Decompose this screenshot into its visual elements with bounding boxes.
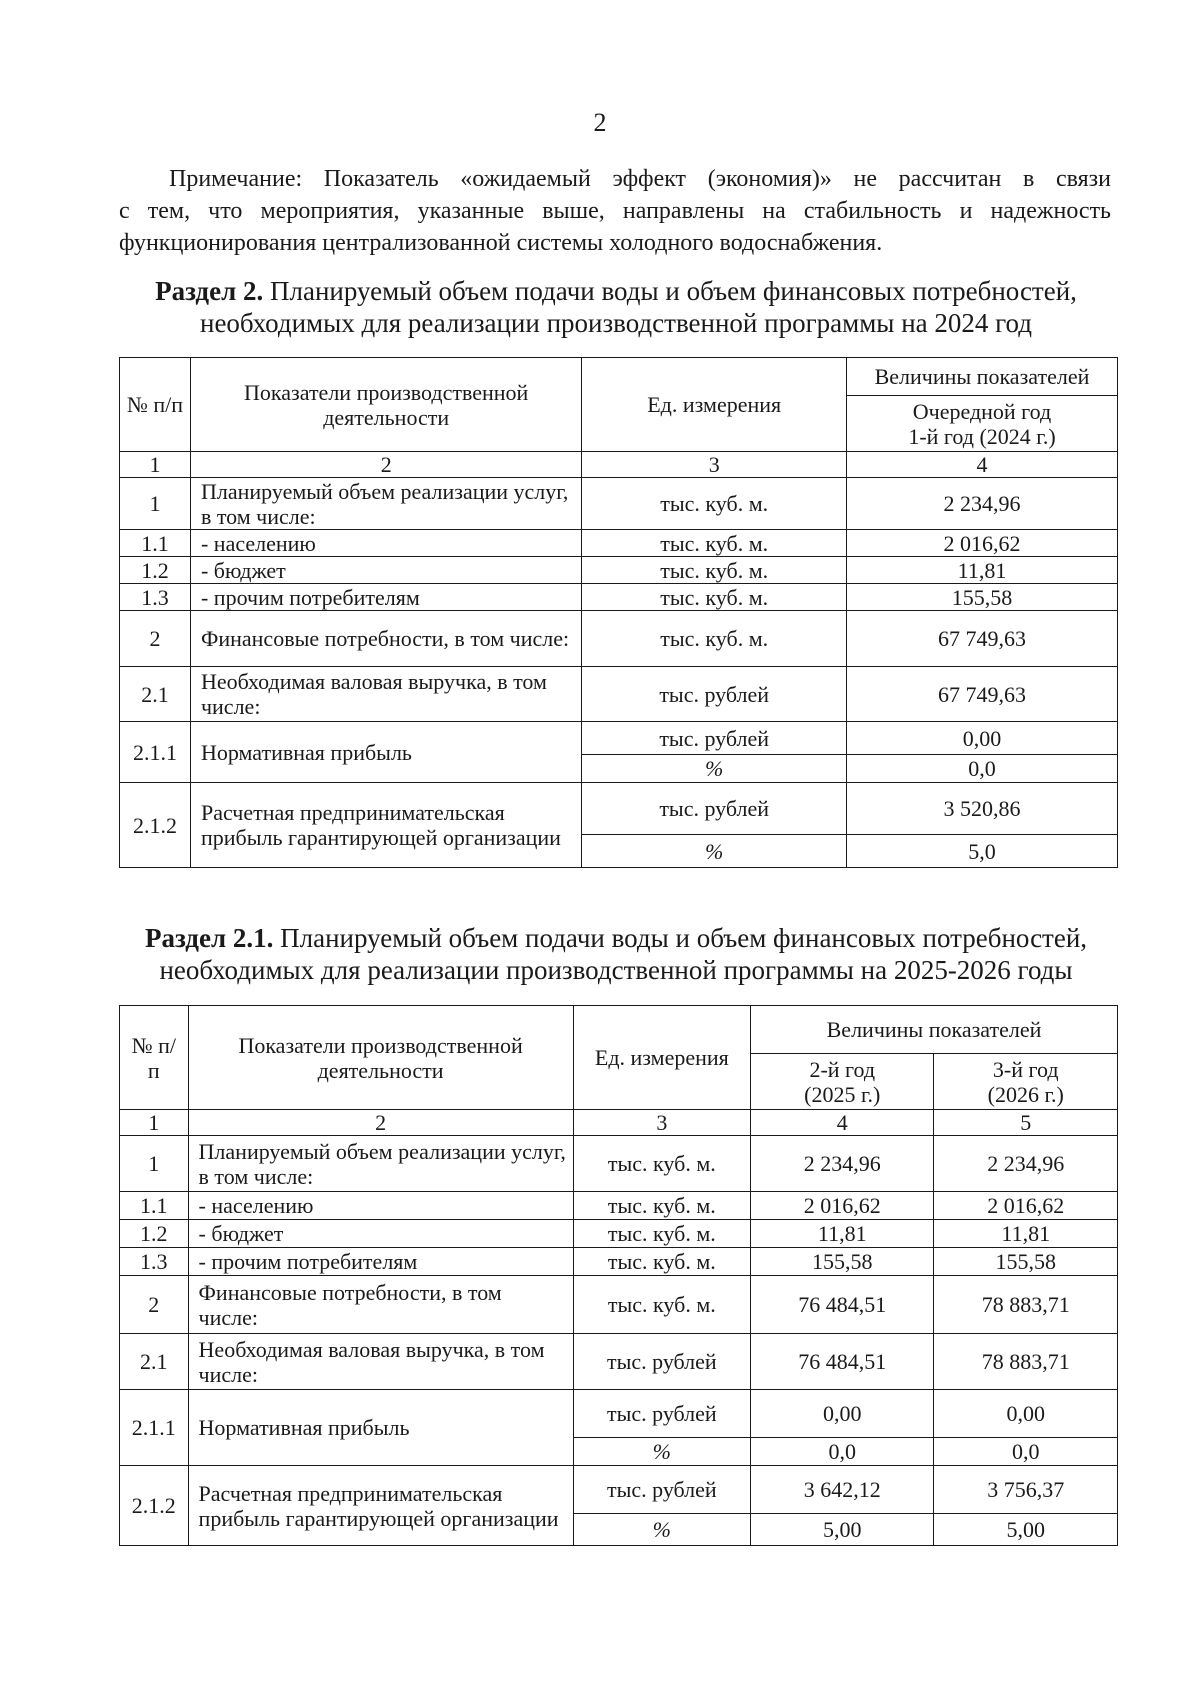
row-name: Необходимая валовая выручка, в том числе: [190, 667, 581, 722]
row-name: Необходимая валовая выручка, в том числе: [188, 1334, 573, 1390]
header-year-3-line-1: 3-й год [992, 1056, 1059, 1082]
row-num: 2 [120, 611, 191, 667]
note-line: Примечание: Показатель «ожидаемый эффект (экономия)» не рассчитан в связи [169, 166, 1111, 192]
col-number: 2 [190, 452, 581, 478]
row-value-2026: 0,00 [934, 1390, 1118, 1438]
row-value-2025: 76 484,51 [751, 1334, 934, 1390]
note-paragraph [119, 163, 1111, 259]
row-name: Планируемый объем реализации услуг, в том числе: [188, 1136, 573, 1192]
row-unit: тыс. куб. м. [573, 1276, 750, 1334]
row-unit: тыс. рублей [573, 1390, 750, 1438]
row-unit: тыс. куб. м. [582, 530, 847, 557]
section-2-table [119, 357, 1118, 868]
row-value-percent-2026: 0,0 [934, 1438, 1118, 1466]
col-number: 1 [120, 1110, 189, 1136]
table-row [120, 557, 1118, 584]
row-value-2026: 78 883,71 [934, 1334, 1118, 1390]
row-value-2025: 3 642,12 [751, 1466, 934, 1514]
row-unit: тыс. куб. м. [573, 1248, 750, 1276]
row-value-2025: 2 234,96 [751, 1136, 934, 1192]
row-num: 2.1.1 [120, 722, 191, 783]
row-unit: тыс. рублей [573, 1466, 750, 1514]
row-num: 1.2 [120, 1220, 189, 1248]
table-row [120, 1276, 1118, 1334]
row-unit-percent: % [582, 835, 847, 868]
row-num: 1.3 [120, 1248, 189, 1276]
row-num: 2 [120, 1276, 189, 1334]
col-number: 3 [573, 1110, 750, 1136]
table-row [120, 1220, 1118, 1248]
row-value-2025: 11,81 [751, 1220, 934, 1248]
row-value-2025: 76 484,51 [751, 1276, 934, 1334]
row-name: Нормативная прибыль [190, 722, 581, 783]
row-num: 1 [120, 478, 191, 530]
row-value-percent-2025: 5,00 [751, 1514, 934, 1546]
header-year-2-line-1: 2-й год [809, 1056, 876, 1082]
header-num: № п/п [120, 358, 191, 452]
col-number: 4 [751, 1110, 934, 1136]
page-number: 2 [593, 108, 607, 137]
header-year-2 [751, 1054, 934, 1110]
row-unit: тыс. куб. м. [573, 1192, 750, 1220]
table-row [120, 478, 1118, 530]
table-row [120, 611, 1118, 667]
row-name: Финансовые потребности, в том числе: [190, 611, 581, 667]
row-value: 11,81 [846, 557, 1117, 584]
row-value-2025: 0,00 [751, 1390, 934, 1438]
section-2-title-line-2: необходимых для реализации производственной программы на 2024 год [200, 308, 1032, 338]
section-2-title-text: Планируемый объем подачи воды и объем финансовых потребностей, [269, 276, 1077, 306]
row-unit: тыс. куб. м. [582, 584, 847, 611]
row-value: 2 016,62 [846, 530, 1117, 557]
row-name: - населению [190, 530, 581, 557]
row-num: 1.2 [120, 557, 191, 584]
row-unit: тыс. рублей [582, 667, 847, 722]
row-unit-percent: % [573, 1514, 750, 1546]
row-unit: тыс. куб. м. [573, 1136, 750, 1192]
col-number: 3 [582, 452, 847, 478]
header-year-1-line-2: 1-й год (2024 г.) [908, 423, 1056, 449]
section-2-1-title-text: Планируемый объем подачи воды и объем финансовых потребностей, [280, 923, 1088, 953]
table-row [120, 584, 1118, 611]
row-unit: тыс. рублей [573, 1334, 750, 1390]
row-name: Нормативная прибыль [188, 1390, 573, 1466]
row-value-2026: 11,81 [934, 1220, 1118, 1248]
row-value: 2 234,96 [846, 478, 1117, 530]
row-unit-percent: % [573, 1438, 750, 1466]
header-num: № п/п [120, 1006, 189, 1110]
row-value-2025: 2 016,62 [751, 1192, 934, 1220]
row-value-percent-2025: 0,0 [751, 1438, 934, 1466]
table-row [120, 1334, 1118, 1390]
section-2-1-title-bold: Раздел 2.1. [144, 923, 274, 953]
table-row [120, 1466, 1118, 1514]
header-unit: Ед. измерения [573, 1006, 750, 1110]
row-num: 2.1.2 [120, 1466, 189, 1546]
header-year-1 [846, 396, 1117, 452]
row-unit-percent: % [582, 755, 847, 783]
row-name: Планируемый объем реализации услуг, в том числе: [190, 478, 581, 530]
row-num: 2.1.2 [120, 783, 191, 868]
row-name: Расчетная предпринимательская прибыль гарантирующей организации [188, 1466, 573, 1546]
row-unit: тыс. рублей [582, 722, 847, 755]
row-name: Расчетная предпринимательская прибыль гарантирующей организации [190, 783, 581, 868]
table-row [120, 1192, 1118, 1220]
row-value-2026: 78 883,71 [934, 1276, 1118, 1334]
header-indicator: Показатели производственной деятельности [190, 358, 581, 452]
header-year-1-line-1: Очередной год [912, 398, 1052, 424]
note-line: с тем, что мероприятия, указанные выше, направлены на стабильность и надежность [119, 198, 1111, 224]
row-name: - населению [188, 1192, 573, 1220]
section-2-title [110, 275, 1122, 339]
row-name: - прочим потребителям [190, 584, 581, 611]
header-unit: Ед. измерения [582, 358, 847, 452]
row-unit: тыс. куб. м. [573, 1220, 750, 1248]
table-row [120, 667, 1118, 722]
table-row [120, 1136, 1118, 1192]
section-2-title-bold: Раздел 2. [155, 276, 264, 306]
row-value-2026: 2 016,62 [934, 1192, 1118, 1220]
table-row [120, 783, 1118, 835]
row-value: 67 749,63 [846, 611, 1117, 667]
row-value: 3 520,86 [846, 783, 1117, 835]
col-number: 5 [934, 1110, 1118, 1136]
table-row [120, 722, 1118, 755]
table-row [120, 530, 1118, 557]
row-value-2026: 3 756,37 [934, 1466, 1118, 1514]
header-indicator: Показатели производственной деятельности [188, 1006, 573, 1110]
row-num: 2.1.1 [120, 1390, 189, 1466]
note-line: функционирования централизованной системы холодного водоснабжения. [119, 230, 883, 256]
row-name: - прочим потребителям [188, 1248, 573, 1276]
row-unit: тыс. куб. м. [582, 557, 847, 584]
section-2-1-title-line-1 [110, 922, 1122, 954]
col-number: 1 [120, 452, 191, 478]
header-values-group: Величины показателей [751, 1006, 1118, 1054]
row-name: Финансовые потребности, в том числе: [188, 1276, 573, 1334]
header-values-group: Величины показателей [846, 358, 1117, 396]
row-value-2026: 2 234,96 [934, 1136, 1118, 1192]
header-year-3 [934, 1054, 1118, 1110]
row-num: 1 [120, 1136, 189, 1192]
row-value: 155,58 [846, 584, 1117, 611]
row-value: 0,00 [846, 722, 1117, 755]
row-num: 1.3 [120, 584, 191, 611]
row-num: 2.1 [120, 667, 191, 722]
row-num: 2.1 [120, 1334, 189, 1390]
section-2-1-table [119, 1005, 1118, 1546]
row-value: 67 749,63 [846, 667, 1117, 722]
row-name: - бюджет [188, 1220, 573, 1248]
header-year-2-line-2: (2025 г.) [804, 1081, 881, 1107]
col-number: 4 [846, 452, 1117, 478]
row-value-percent: 0,0 [846, 755, 1117, 783]
row-value-2026: 155,58 [934, 1248, 1118, 1276]
row-num: 1.1 [120, 530, 191, 557]
section-2-title-line-1 [110, 275, 1122, 307]
col-number: 2 [188, 1110, 573, 1136]
row-unit: тыс. куб. м. [582, 478, 847, 530]
row-num: 1.1 [120, 1192, 189, 1220]
header-year-3-line-2: (2026 г.) [987, 1081, 1064, 1107]
row-value-percent-2026: 5,00 [934, 1514, 1118, 1546]
row-value-percent: 5,0 [846, 835, 1117, 868]
section-2-1-title [110, 922, 1122, 986]
row-unit: тыс. рублей [582, 783, 847, 835]
table-row [120, 1248, 1118, 1276]
row-name: - бюджет [190, 557, 581, 584]
row-value-2025: 155,58 [751, 1248, 934, 1276]
section-2-1-title-line-2: необходимых для реализации производственной программы на 2025-2026 годы [159, 955, 1073, 985]
row-unit: тыс. куб. м. [582, 611, 847, 667]
table-row [120, 1390, 1118, 1438]
